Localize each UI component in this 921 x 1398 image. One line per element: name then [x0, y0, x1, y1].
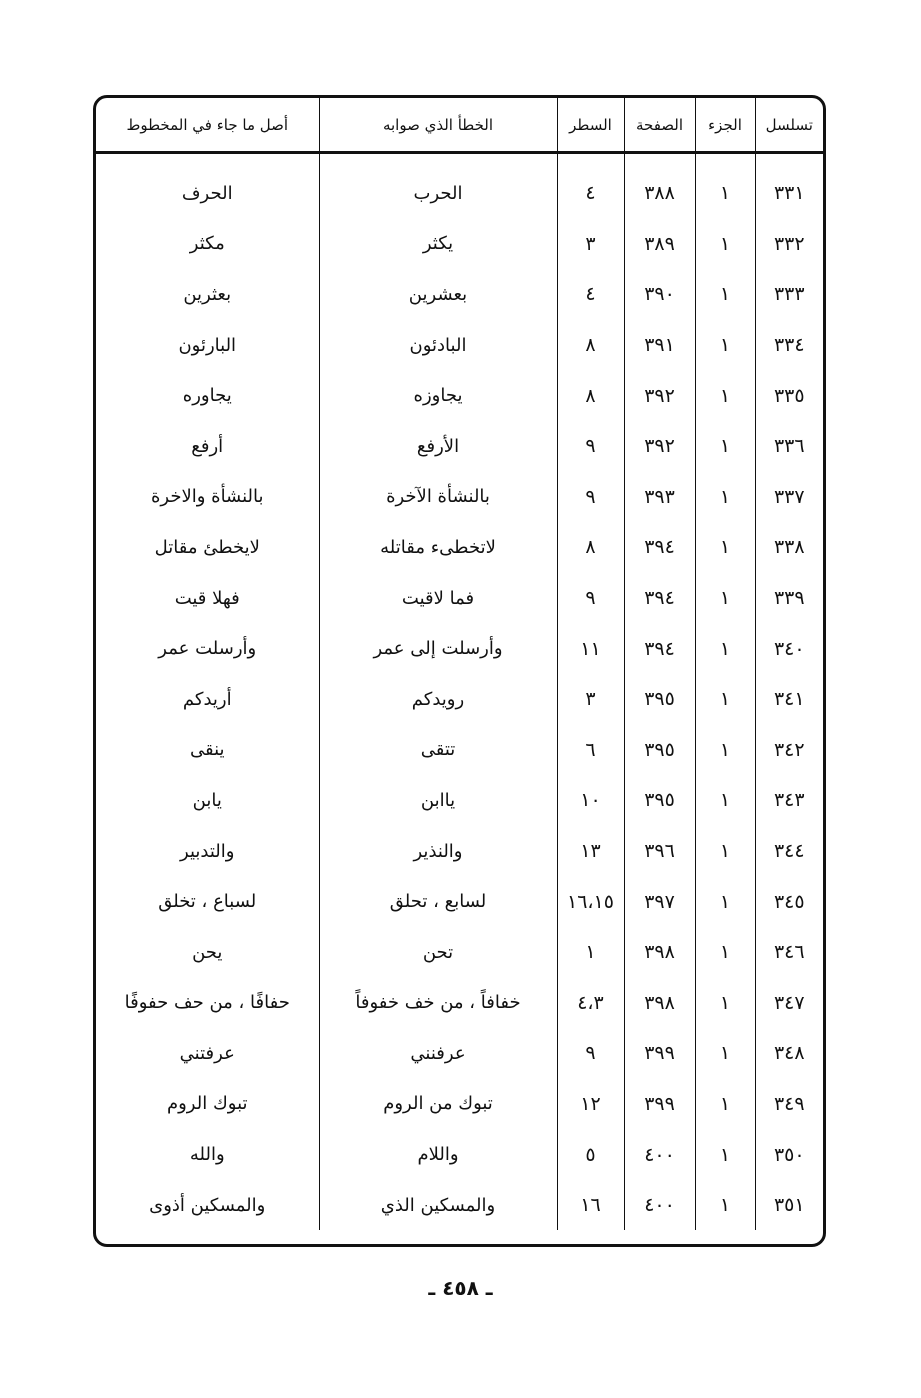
- table-row: [96, 153, 823, 219]
- cell-original: بالنشأة والاخرة: [150, 486, 264, 508]
- cell-original: والتدبير: [180, 840, 235, 862]
- cell-line: ٨: [557, 370, 624, 421]
- page-number: ـ ٤٥٨ ـ: [428, 1276, 493, 1300]
- table-row: [96, 472, 823, 523]
- cell-line: ١٦: [557, 1180, 624, 1231]
- cell-page: ٣٩٦: [624, 826, 695, 877]
- cell-correct: البادئون: [319, 320, 557, 371]
- table-row: [96, 522, 823, 573]
- cell-line: ٤،٣: [557, 978, 624, 1029]
- cell-part: ١: [695, 1129, 755, 1180]
- cell-original: لايخطئ مقاتل: [154, 536, 260, 558]
- cell-line: ١١: [557, 623, 624, 674]
- cell-original: فهلا قيت: [174, 587, 240, 609]
- cell-correct: تحن: [319, 927, 557, 978]
- table-row: [96, 1180, 823, 1231]
- cell-part: ١: [695, 1180, 755, 1231]
- cell-original: البارئون: [178, 334, 237, 356]
- table-row: [96, 269, 823, 320]
- table-row: [96, 370, 823, 421]
- cell-part: ١: [695, 269, 755, 320]
- table-header-row: [96, 98, 823, 153]
- cell-correct: تبوك من الروم: [319, 1079, 557, 1130]
- table-row: [96, 927, 823, 978]
- cell-serial: ٣٤٥: [755, 876, 823, 927]
- table-row: [96, 674, 823, 725]
- table-row: [96, 775, 823, 826]
- cell-original: عرفتني: [179, 1042, 235, 1064]
- cell-original: مكثر: [189, 233, 225, 255]
- cell-correct: تتقى: [319, 725, 557, 776]
- table-row: [96, 725, 823, 776]
- cell-line: ١٠: [557, 775, 624, 826]
- cell-correct: لاتخطىء مقاتله: [319, 522, 557, 573]
- cell-correct: بالنشأة الآخرة: [319, 472, 557, 523]
- cell-part: ١: [695, 623, 755, 674]
- cell-page: ٣٩٥: [624, 725, 695, 776]
- cell-correct: ياابن: [319, 775, 557, 826]
- cell-line: ١: [557, 927, 624, 978]
- cell-part: ١: [695, 1028, 755, 1079]
- cell-page: ٣٩٢: [624, 421, 695, 472]
- cell-serial: ٣٤١: [755, 674, 823, 725]
- cell-correct: الأرفع: [319, 421, 557, 472]
- cell-part: ١: [695, 1079, 755, 1130]
- errata-table: [96, 98, 823, 1230]
- cell-serial: ٣٣١: [755, 153, 823, 219]
- table-body: [96, 153, 823, 1231]
- table-row: [96, 1079, 823, 1130]
- header-page: الصفحة: [624, 98, 695, 153]
- cell-page: ٣٩٤: [624, 573, 695, 624]
- cell-line: ٩: [557, 1028, 624, 1079]
- cell-page: ٣٨٨: [624, 153, 695, 219]
- cell-page: ٣٩٤: [624, 522, 695, 573]
- table-row: [96, 876, 823, 927]
- cell-page: ٣٩٩: [624, 1028, 695, 1079]
- cell-correct: فما لاقيت: [319, 573, 557, 624]
- cell-correct: وأرسلت إلى عمر: [319, 623, 557, 674]
- cell-part: ١: [695, 472, 755, 523]
- cell-original: أريدكم: [182, 688, 232, 710]
- cell-serial: ٣٣٩: [755, 573, 823, 624]
- cell-serial: ٣٥١: [755, 1180, 823, 1231]
- cell-page: ٣٩٤: [624, 623, 695, 674]
- cell-serial: ٣٣٨: [755, 522, 823, 573]
- cell-line: ٩: [557, 421, 624, 472]
- cell-page: ٤٠٠: [624, 1180, 695, 1231]
- cell-original: الحرف: [181, 182, 233, 204]
- table-row: [96, 320, 823, 371]
- cell-serial: ٣٣٧: [755, 472, 823, 523]
- cell-part: ١: [695, 826, 755, 877]
- cell-part: ١: [695, 421, 755, 472]
- cell-serial: ٣٤٦: [755, 927, 823, 978]
- table-row: [96, 1129, 823, 1180]
- cell-line: ٩: [557, 472, 624, 523]
- table-row: [96, 978, 823, 1029]
- cell-serial: ٣٣٣: [755, 269, 823, 320]
- cell-serial: ٣٤٣: [755, 775, 823, 826]
- cell-line: ٣: [557, 674, 624, 725]
- cell-serial: ٣٤٨: [755, 1028, 823, 1079]
- cell-serial: ٣٣٤: [755, 320, 823, 371]
- cell-line: ٤: [557, 269, 624, 320]
- cell-page: ٣٩٠: [624, 269, 695, 320]
- cell-correct: بعشرين: [319, 269, 557, 320]
- table-row: [96, 1028, 823, 1079]
- table-row: [96, 421, 823, 472]
- cell-page: ٣٩٣: [624, 472, 695, 523]
- cell-line: ٣: [557, 219, 624, 270]
- cell-correct: خفافاً ، من خف خفوفاً: [319, 978, 557, 1029]
- cell-original: حفافًا ، من حف حفوفًا: [124, 992, 290, 1014]
- cell-line: ١٢: [557, 1079, 624, 1130]
- cell-serial: ٣٤٢: [755, 725, 823, 776]
- table-row: [96, 826, 823, 877]
- cell-page: ٣٩٥: [624, 775, 695, 826]
- cell-part: ١: [695, 978, 755, 1029]
- cell-original: والمسكين أذوى: [149, 1194, 266, 1216]
- cell-line: ٤: [557, 153, 624, 219]
- errata-table-frame: [93, 95, 826, 1247]
- cell-original: أرفع: [191, 435, 224, 457]
- cell-part: ١: [695, 876, 755, 927]
- cell-part: ١: [695, 674, 755, 725]
- cell-page: ٣٩٨: [624, 978, 695, 1029]
- table-row: [96, 219, 823, 270]
- header-line: السطر: [557, 98, 624, 153]
- cell-correct: لسابع ، تحلق: [319, 876, 557, 927]
- cell-original: يابن: [192, 789, 222, 811]
- cell-serial: ٣٤٠: [755, 623, 823, 674]
- cell-correct: عرفنني: [319, 1028, 557, 1079]
- cell-original: والله: [189, 1144, 225, 1166]
- cell-serial: ٣٤٧: [755, 978, 823, 1029]
- cell-part: ١: [695, 522, 755, 573]
- cell-line: ١٦،١٥: [557, 876, 624, 927]
- cell-correct: يجاوزه: [319, 370, 557, 421]
- header-serial: تسلسل: [755, 98, 823, 153]
- cell-line: ٥: [557, 1129, 624, 1180]
- cell-part: ١: [695, 320, 755, 371]
- cell-part: ١: [695, 219, 755, 270]
- cell-serial: ٣٣٢: [755, 219, 823, 270]
- cell-part: ١: [695, 370, 755, 421]
- cell-serial: ٣٣٥: [755, 370, 823, 421]
- table-row: [96, 623, 823, 674]
- cell-correct: والمسكين الذي: [319, 1180, 557, 1231]
- cell-serial: ٣٤٤: [755, 826, 823, 877]
- cell-original: ينقى: [189, 739, 225, 761]
- cell-original: يجاوره: [182, 385, 232, 407]
- cell-line: ٨: [557, 320, 624, 371]
- cell-original: تبوك الروم: [166, 1093, 248, 1115]
- cell-page: ٣٩٧: [624, 876, 695, 927]
- cell-part: ١: [695, 573, 755, 624]
- cell-page: ٣٩٢: [624, 370, 695, 421]
- cell-serial: ٣٣٦: [755, 421, 823, 472]
- cell-correct: واللام: [319, 1129, 557, 1180]
- cell-line: ٨: [557, 522, 624, 573]
- cell-part: ١: [695, 775, 755, 826]
- cell-line: ٩: [557, 573, 624, 624]
- cell-correct: الحرب: [319, 153, 557, 219]
- cell-page: ٣٩٥: [624, 674, 695, 725]
- cell-correct: رويدكم: [319, 674, 557, 725]
- cell-part: ١: [695, 153, 755, 219]
- cell-page: ٣٩٩: [624, 1079, 695, 1130]
- header-original: أصل ما جاء في المخطوط: [96, 98, 319, 153]
- cell-page: ٤٠٠: [624, 1129, 695, 1180]
- cell-original: لسباع ، تخلق: [158, 891, 257, 913]
- cell-line: ٦: [557, 725, 624, 776]
- cell-page: ٣٩١: [624, 320, 695, 371]
- cell-original: بعثرين: [183, 283, 232, 305]
- cell-correct: يكثر: [319, 219, 557, 270]
- cell-page: ٣٨٩: [624, 219, 695, 270]
- header-correct: الخطأ الذي صوابه: [319, 98, 557, 153]
- cell-original: يحن: [192, 941, 223, 963]
- header-part: الجزء: [695, 98, 755, 153]
- cell-serial: ٣٤٩: [755, 1079, 823, 1130]
- table-row: [96, 573, 823, 624]
- cell-part: ١: [695, 725, 755, 776]
- cell-line: ١٣: [557, 826, 624, 877]
- cell-part: ١: [695, 927, 755, 978]
- cell-correct: والنذير: [319, 826, 557, 877]
- cell-serial: ٣٥٠: [755, 1129, 823, 1180]
- cell-original: وأرسلت عمر: [158, 638, 257, 660]
- cell-page: ٣٩٨: [624, 927, 695, 978]
